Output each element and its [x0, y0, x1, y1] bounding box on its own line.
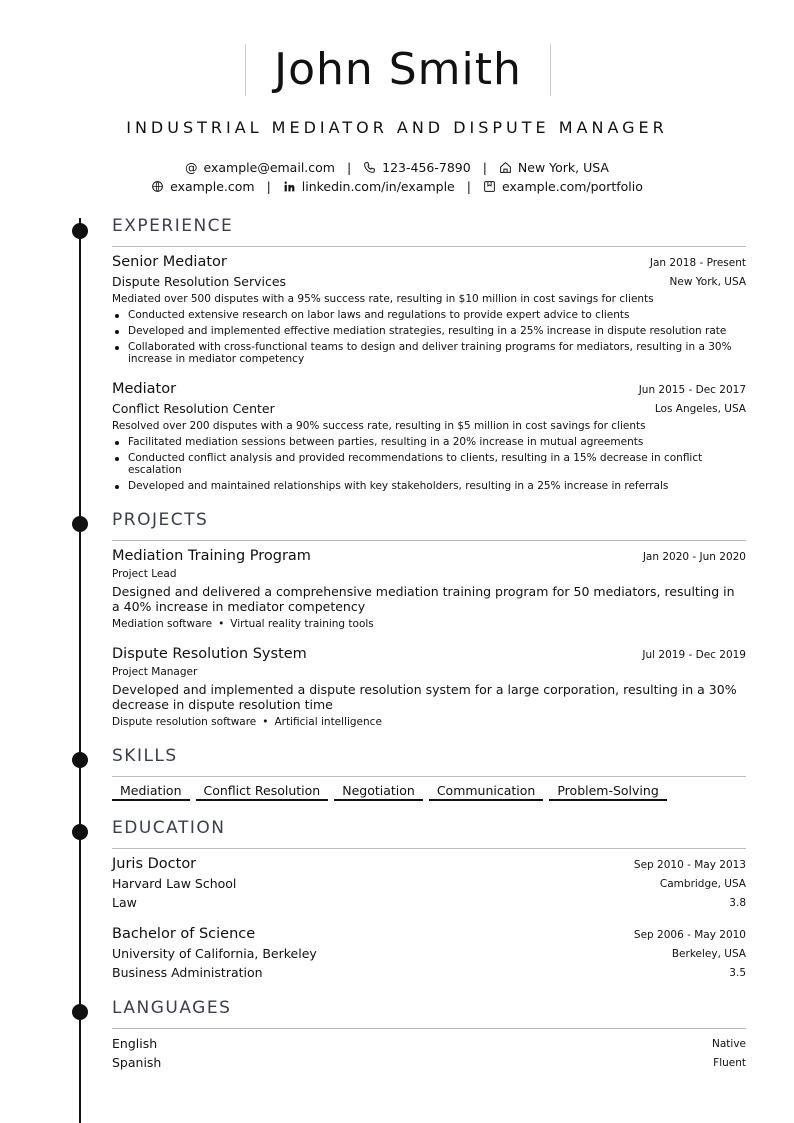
company-name: Conflict Resolution Center [112, 401, 275, 416]
job-bullets [112, 436, 746, 496]
list-item: Collaborated with cross-functional teams to design and deliver training programs for mediators, resulting in a 30% increase in mediator competency [112, 341, 746, 365]
section-divider [112, 1028, 746, 1029]
linkedin-link[interactable]: linkedin.com/in/example [301, 179, 455, 194]
job-role: Senior Mediator [112, 254, 227, 270]
education-dates: Sep 2006 - May 2010 [633, 929, 746, 941]
timeline-dot-projects [72, 516, 88, 532]
job-summary-text: Resolved over 200 disputes with a 90% success rate, resulting in $5 million in cost savings for clients [112, 420, 646, 432]
separator: | [346, 160, 352, 175]
portfolio-link[interactable]: example.com/portfolio [501, 179, 643, 194]
company-location: New York, USA [669, 276, 746, 288]
section-divider [112, 246, 746, 247]
timeline-dot-experience [72, 223, 88, 239]
tag: Mediation software [112, 618, 213, 630]
project-description: Designed and delivered a comprehensive mediation training program for 50 mediators, resulting in a 40% increase in mediator competency [112, 584, 735, 614]
job-dates: Jan 2018 - Present [649, 257, 746, 269]
contact-line-1 [0, 160, 794, 175]
project-name: Dispute Resolution System [112, 646, 307, 662]
timeline-dot-languages [72, 1004, 88, 1020]
project-role-text: Project Manager [112, 666, 198, 678]
section-divider [112, 776, 746, 777]
separator: | [482, 160, 487, 175]
timeline-dot-education [72, 824, 88, 840]
separator: | [466, 179, 471, 194]
tag: Artificial intelligence [274, 716, 382, 728]
skill-tag: Problem-Solving [549, 783, 666, 801]
degree: Juris Doctor [112, 856, 197, 872]
tag: Virtual reality training tools [230, 618, 374, 630]
phone-icon [363, 161, 376, 174]
language-level: Native [712, 1038, 746, 1050]
tag-separator: • [262, 716, 269, 728]
skills-list [112, 783, 673, 801]
at-icon: @ [185, 160, 198, 175]
website-link[interactable]: example.com [170, 179, 255, 194]
project-role-text: Project Lead [112, 568, 177, 580]
language-name: English [112, 1036, 158, 1051]
person-name: John Smith [274, 44, 522, 95]
tag: Dispute resolution software [112, 716, 257, 728]
skill-tag: Communication [429, 783, 544, 801]
school-location: Cambridge, USA [659, 878, 746, 890]
location-text: New York, USA [517, 160, 609, 175]
gpa: 3.8 [729, 897, 746, 909]
section-title-skills: SKILLS [112, 746, 178, 766]
globe-icon [151, 180, 164, 193]
gpa: 3.5 [729, 967, 746, 979]
contact-line-2 [0, 179, 794, 194]
job-role: Mediator [112, 381, 177, 397]
section-title-experience: EXPERIENCE [112, 216, 234, 236]
section-title-languages: LANGUAGES [112, 998, 232, 1018]
project-dates: Jul 2019 - Dec 2019 [642, 649, 746, 661]
education-dates: Sep 2010 - May 2013 [633, 859, 746, 871]
field-of-study: Business Administration [112, 965, 263, 980]
list-item: Developed and maintained relationships with key stakeholders, resulting in a 25% increase in referrals [112, 480, 746, 492]
skill-tag: Conflict Resolution [196, 783, 329, 801]
list-item: Conducted conflict analysis and provided recommendations to clients, resulting in a 15% decrease in conflict escalation [112, 452, 746, 476]
language-name: Spanish [112, 1055, 162, 1070]
job-bullets [112, 309, 746, 369]
project-description: Developed and implemented a dispute resolution system for a large corporation, resulting in a 30% decrease in dispute resolution time [112, 682, 737, 712]
language-level: Fluent [713, 1057, 746, 1069]
separator: | [266, 179, 271, 194]
project-tags [112, 618, 374, 630]
section-title-projects: PROJECTS [112, 510, 209, 530]
home-icon [499, 161, 512, 174]
school-name: University of California, Berkeley [112, 946, 317, 961]
job-summary-text: Mediated over 500 disputes with a 95% success rate, resulting in $10 million in cost savings for clients [112, 293, 654, 305]
field-of-study: Law [112, 895, 137, 910]
company-name: Dispute Resolution Services [112, 274, 287, 289]
section-title-education: EDUCATION [112, 818, 226, 838]
timeline-dot-skills [72, 752, 88, 768]
school-name: Harvard Law School [112, 876, 237, 891]
section-divider [112, 848, 746, 849]
job-title: INDUSTRIAL MEDIATOR AND DISPUTE MANAGER [126, 118, 668, 137]
project-tags [112, 716, 382, 728]
list-item: Facilitated mediation sessions between parties, resulting in a 20% increase in mutual agreements [112, 436, 746, 448]
portfolio-icon [483, 180, 496, 193]
linkedin-icon [283, 180, 296, 193]
job-dates: Jun 2015 - Dec 2017 [638, 384, 746, 396]
project-name: Mediation Training Program [112, 548, 311, 564]
tag-separator: • [218, 618, 225, 630]
email-link[interactable]: example@email.com [203, 160, 335, 175]
timeline-line [79, 218, 81, 1123]
phone-text: 123-456-7890 [382, 160, 471, 175]
school-location: Berkeley, USA [671, 948, 746, 960]
company-location: Los Angeles, USA [654, 403, 746, 415]
skill-tag: Negotiation [334, 783, 423, 801]
section-divider [112, 540, 746, 541]
skill-tag: Mediation [112, 783, 190, 801]
name-frame [245, 44, 551, 96]
list-item: Developed and implemented effective mediation strategies, resulting in a 25% increase in dispute resolution rate [112, 325, 746, 337]
list-item: Conducted extensive research on labor laws and regulations to provide expert advice to clients [112, 309, 746, 321]
project-dates: Jan 2020 - Jun 2020 [642, 551, 746, 563]
degree: Bachelor of Science [112, 926, 256, 942]
